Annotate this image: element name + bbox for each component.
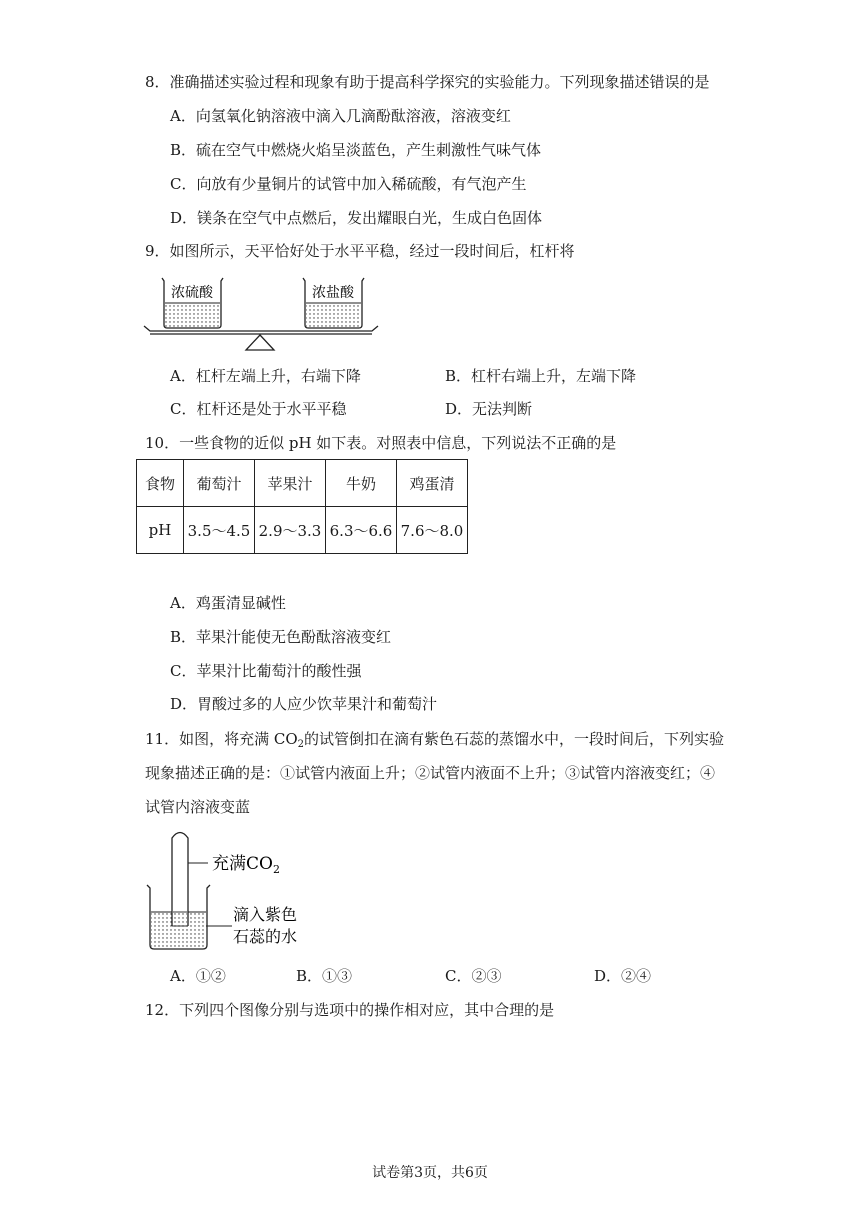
table-cell: pH [137, 507, 184, 554]
q11-option-d: D．②④ [594, 967, 652, 985]
right-beaker-label: 浓盐酸 [312, 285, 354, 301]
page-footer: 试卷第3页，共6页 [372, 1165, 488, 1181]
table-cell: 3.5～4.5 [184, 507, 255, 554]
test-tube-figure [145, 828, 315, 956]
q11-stem-part: 的试管倒扣在滴有紫色石蕊的蒸馏水中，一段时间后，下列实验 [304, 730, 725, 748]
q9-option-b: B．杠杆右端上升，左端下降 [445, 367, 637, 385]
balance-figure [140, 272, 380, 354]
fulcrum-icon [246, 335, 274, 350]
q9-option-c: C．杠杆还是处于水平平稳 [170, 400, 347, 418]
q10-option-b: B．苹果汁能使无色酚酞溶液变红 [170, 628, 392, 646]
table-header-row [137, 460, 468, 507]
test-tube-icon [172, 833, 188, 927]
table-cell: 7.6～8.0 [397, 507, 468, 554]
q10-option-d: D．胃酸过多的人应少饮苹果汁和葡萄汁 [170, 695, 438, 713]
tube-label-text: 充满CO [212, 854, 273, 874]
q8-option-c: C．向放有少量铜片的试管中加入稀硫酸，有气泡产生 [170, 175, 527, 193]
q8-option-d: D．镁条在空气中点燃后，发出耀眼白光，生成白色固体 [170, 209, 543, 227]
table-cell: 食物 [137, 460, 184, 507]
table-cell: 牛奶 [326, 460, 397, 507]
q10-stem: 10．一些食物的近似 pH 如下表。对照表中信息，下列说法不正确的是 [145, 434, 617, 452]
q10-option-a: A．鸡蛋清显碱性 [170, 594, 286, 612]
tube-label [212, 854, 280, 876]
table-cell: 2.9～3.3 [255, 507, 326, 554]
q11-stem-sub: 2 [297, 739, 305, 750]
left-beaker-label: 浓硫酸 [171, 285, 213, 301]
q11-stem-line1 [145, 729, 724, 755]
q8-option-a: A．向氢氧化钠溶液中滴入几滴酚酞溶液，溶液变红 [170, 107, 511, 125]
q9-stem: 9．如图所示，天平恰好处于水平平稳，经过一段时间后，杠杆将 [145, 242, 575, 260]
q10-option-c: C．苹果汁比葡萄汁的酸性强 [170, 662, 362, 680]
q9-option-d: D．无法判断 [445, 400, 533, 418]
table-cell: 6.3～6.6 [326, 507, 397, 554]
q12-stem: 12．下列四个图像分别与选项中的操作相对应，其中合理的是 [145, 1001, 555, 1019]
ph-table [136, 459, 468, 554]
q8-option-b: B．硫在空气中燃烧火焰呈淡蓝色，产生刺激性气味气体 [170, 141, 542, 159]
table-row [137, 507, 468, 554]
water-label-line2: 石蕊的水 [233, 927, 298, 946]
q11-option-c: C．②③ [445, 967, 502, 985]
tube-label-sub: 2 [272, 863, 280, 876]
q11-stem-line2: 现象描述正确的是：①试管内液面上升；②试管内液面不上升；③试管内溶液变红；④ [145, 764, 716, 782]
q11-option-a: A．①② [170, 967, 226, 985]
q11-option-b: B．①③ [296, 967, 353, 985]
q9-option-a: A．杠杆左端上升，右端下降 [170, 367, 361, 385]
table-cell: 葡萄汁 [184, 460, 255, 507]
table-cell: 鸡蛋清 [397, 460, 468, 507]
water-label-line1: 滴入紫色 [233, 905, 298, 924]
table-cell: 苹果汁 [255, 460, 326, 507]
q11-stem-line3: 试管内溶液变蓝 [145, 798, 251, 816]
q8-stem: 8．准确描述实验过程和现象有助于提高科学探究的实验能力。下列现象描述错误的是 [145, 73, 710, 91]
q11-stem-part: 11．如图，将充满 CO [145, 730, 298, 748]
